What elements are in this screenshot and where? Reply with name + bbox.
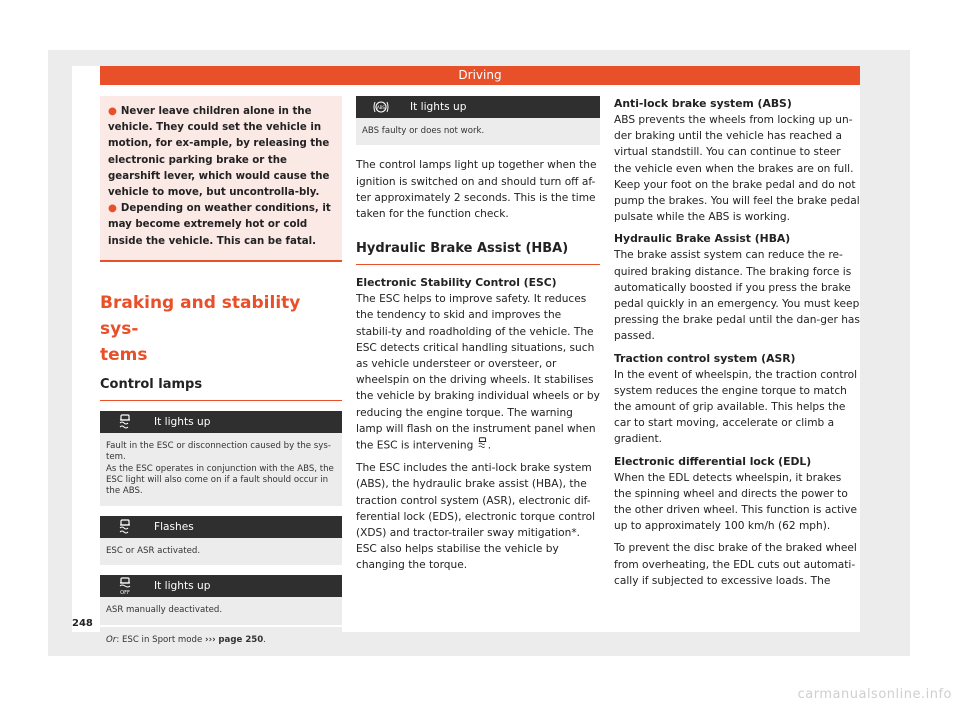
esc-skid-icon	[100, 519, 150, 535]
esc-skid-icon	[477, 437, 488, 454]
warning-box	[100, 96, 342, 262]
section-subtitle: Control lamps	[100, 376, 342, 401]
abs-heading: Anti-lock brake system (ABS)	[614, 97, 792, 110]
lamp-description: Or: ESC in Sport mode ››› page 250.	[100, 625, 342, 654]
hba-heading: Hydraulic Brake Assist (HBA)	[614, 232, 791, 246]
svg-text:ABS: ABS	[377, 105, 385, 110]
column-right	[614, 96, 860, 589]
lamp-state: It lights up	[154, 415, 211, 428]
page-number: 248	[72, 618, 93, 629]
lamp-header	[356, 96, 600, 118]
lamp-state: Flashes	[154, 520, 194, 533]
column-middle	[356, 96, 600, 574]
bullet-icon: ●	[108, 106, 117, 117]
lamp-state: It lights up	[154, 580, 211, 593]
section-title: Braking and stability sys- tems	[100, 292, 301, 365]
abs-paragraph: ABS prevents the wheels from locking up un-der braking until the vehicle has reached a virtual standstill. You can continue to steer the vehicle even when the brakes are on full. Keep your foot on the brake pedal and do not pump the brakes. You will feel the brake pedal pulsate while the ABS is working.	[614, 114, 860, 224]
edl-heading: Electronic differential lock (EDL)	[614, 454, 812, 468]
lamp-description: Fault in the ESC or disconnection caused by the sys-tem. As the ESC operates in conjunction with the ABS, the ESC light will also come on if a fault should occur in the ABS.	[100, 433, 342, 506]
lamp-header	[100, 516, 342, 538]
edl-paragraph: When the EDL detects wheelspin, it brakes the spinning wheel and directs the power to the other driven wheel. This function is active up to approximately 100 km/h (62 mph).	[614, 471, 858, 533]
esc-off-icon	[100, 577, 150, 595]
lamp-description: ASR manually deactivated.	[100, 597, 342, 624]
bullet-icon: ●	[108, 203, 117, 215]
abs-icon	[356, 100, 406, 114]
svg-text:OFF: OFF	[120, 590, 130, 596]
chapter-header: Driving	[100, 66, 860, 85]
hba-paragraph: The brake assist system can reduce the re-quired braking distance. The braking force is automatically boosted if you press the brake pedal quickly in an emergency. You must keep pressing the brake pedal until the dan-ger has passed.	[614, 249, 860, 343]
warning-item: ● Depending on weather conditions, it may become extremely hot or cold inside the vehicle. This can be fatal.	[108, 203, 331, 247]
warning-item: ● Never leave children alone in the vehicle. They could set the vehicle in motion, for ex-ample, by releasing the electronic parking brake or the gearshift lever, which would cause the vehicle to move, but uncontrolla-bly.	[108, 106, 330, 199]
asr-heading: Traction control system (ASR)	[614, 351, 796, 365]
esc-includes-paragraph: The ESC includes the anti-lock brake system (ABS), the hydraulic brake assist (HBA), the traction control system (ASR), electronic dif-ferential lock (EDS), electronic torque control (XDS) and tractor-trailer sway mitigation*. ESC also helps stabilise the vehicle by changing the torque.	[356, 462, 596, 572]
esc-heading: Electronic Stability Control (ESC)	[356, 276, 557, 290]
lamp-header	[100, 411, 342, 433]
link-arrows: ›››	[205, 634, 216, 645]
column-left	[100, 96, 342, 654]
esc-skid-icon	[100, 414, 150, 430]
lamp-header	[100, 575, 342, 597]
lamp-description: ABS faulty or does not work.	[356, 118, 600, 145]
hba-title: Hydraulic Brake Assist (HBA)	[356, 240, 600, 265]
disc-brake-paragraph: To prevent the disc brake of the braked wheel from overheating, the EDL cuts out automati-cally if subjected to excessive loads. The	[614, 542, 857, 587]
lamp-state: It lights up	[410, 100, 467, 113]
watermark: carmanualsonline.info	[797, 687, 952, 702]
asr-paragraph: In the event of wheelspin, the traction control system reduces the engine torque to match the amount of grip available. This helps the car to start moving, accelerate or climb a gradient.	[614, 368, 858, 446]
esc-paragraph: The ESC helps to improve safety. It reduces the tendency to skid and improves the stabili-ty and roadholding of the vehicle. The ESC detects critical handling situations, such as vehicle understeer or oversteer, or wheelspin on the driving wheels. It stabilises the vehicle by braking individual wheels or by reducing the engine torque. The warning lamp will flash on the instrument panel when the ESC is intervening .	[356, 291, 600, 454]
page-link[interactable]: page 250	[218, 634, 264, 645]
lamp-description: ESC or ASR activated.	[100, 538, 342, 565]
intro-paragraph: The control lamps light up together when the ignition is switched on and should turn off af-ter approximately 2 seconds. This is the time taken for the function check.	[356, 159, 597, 221]
